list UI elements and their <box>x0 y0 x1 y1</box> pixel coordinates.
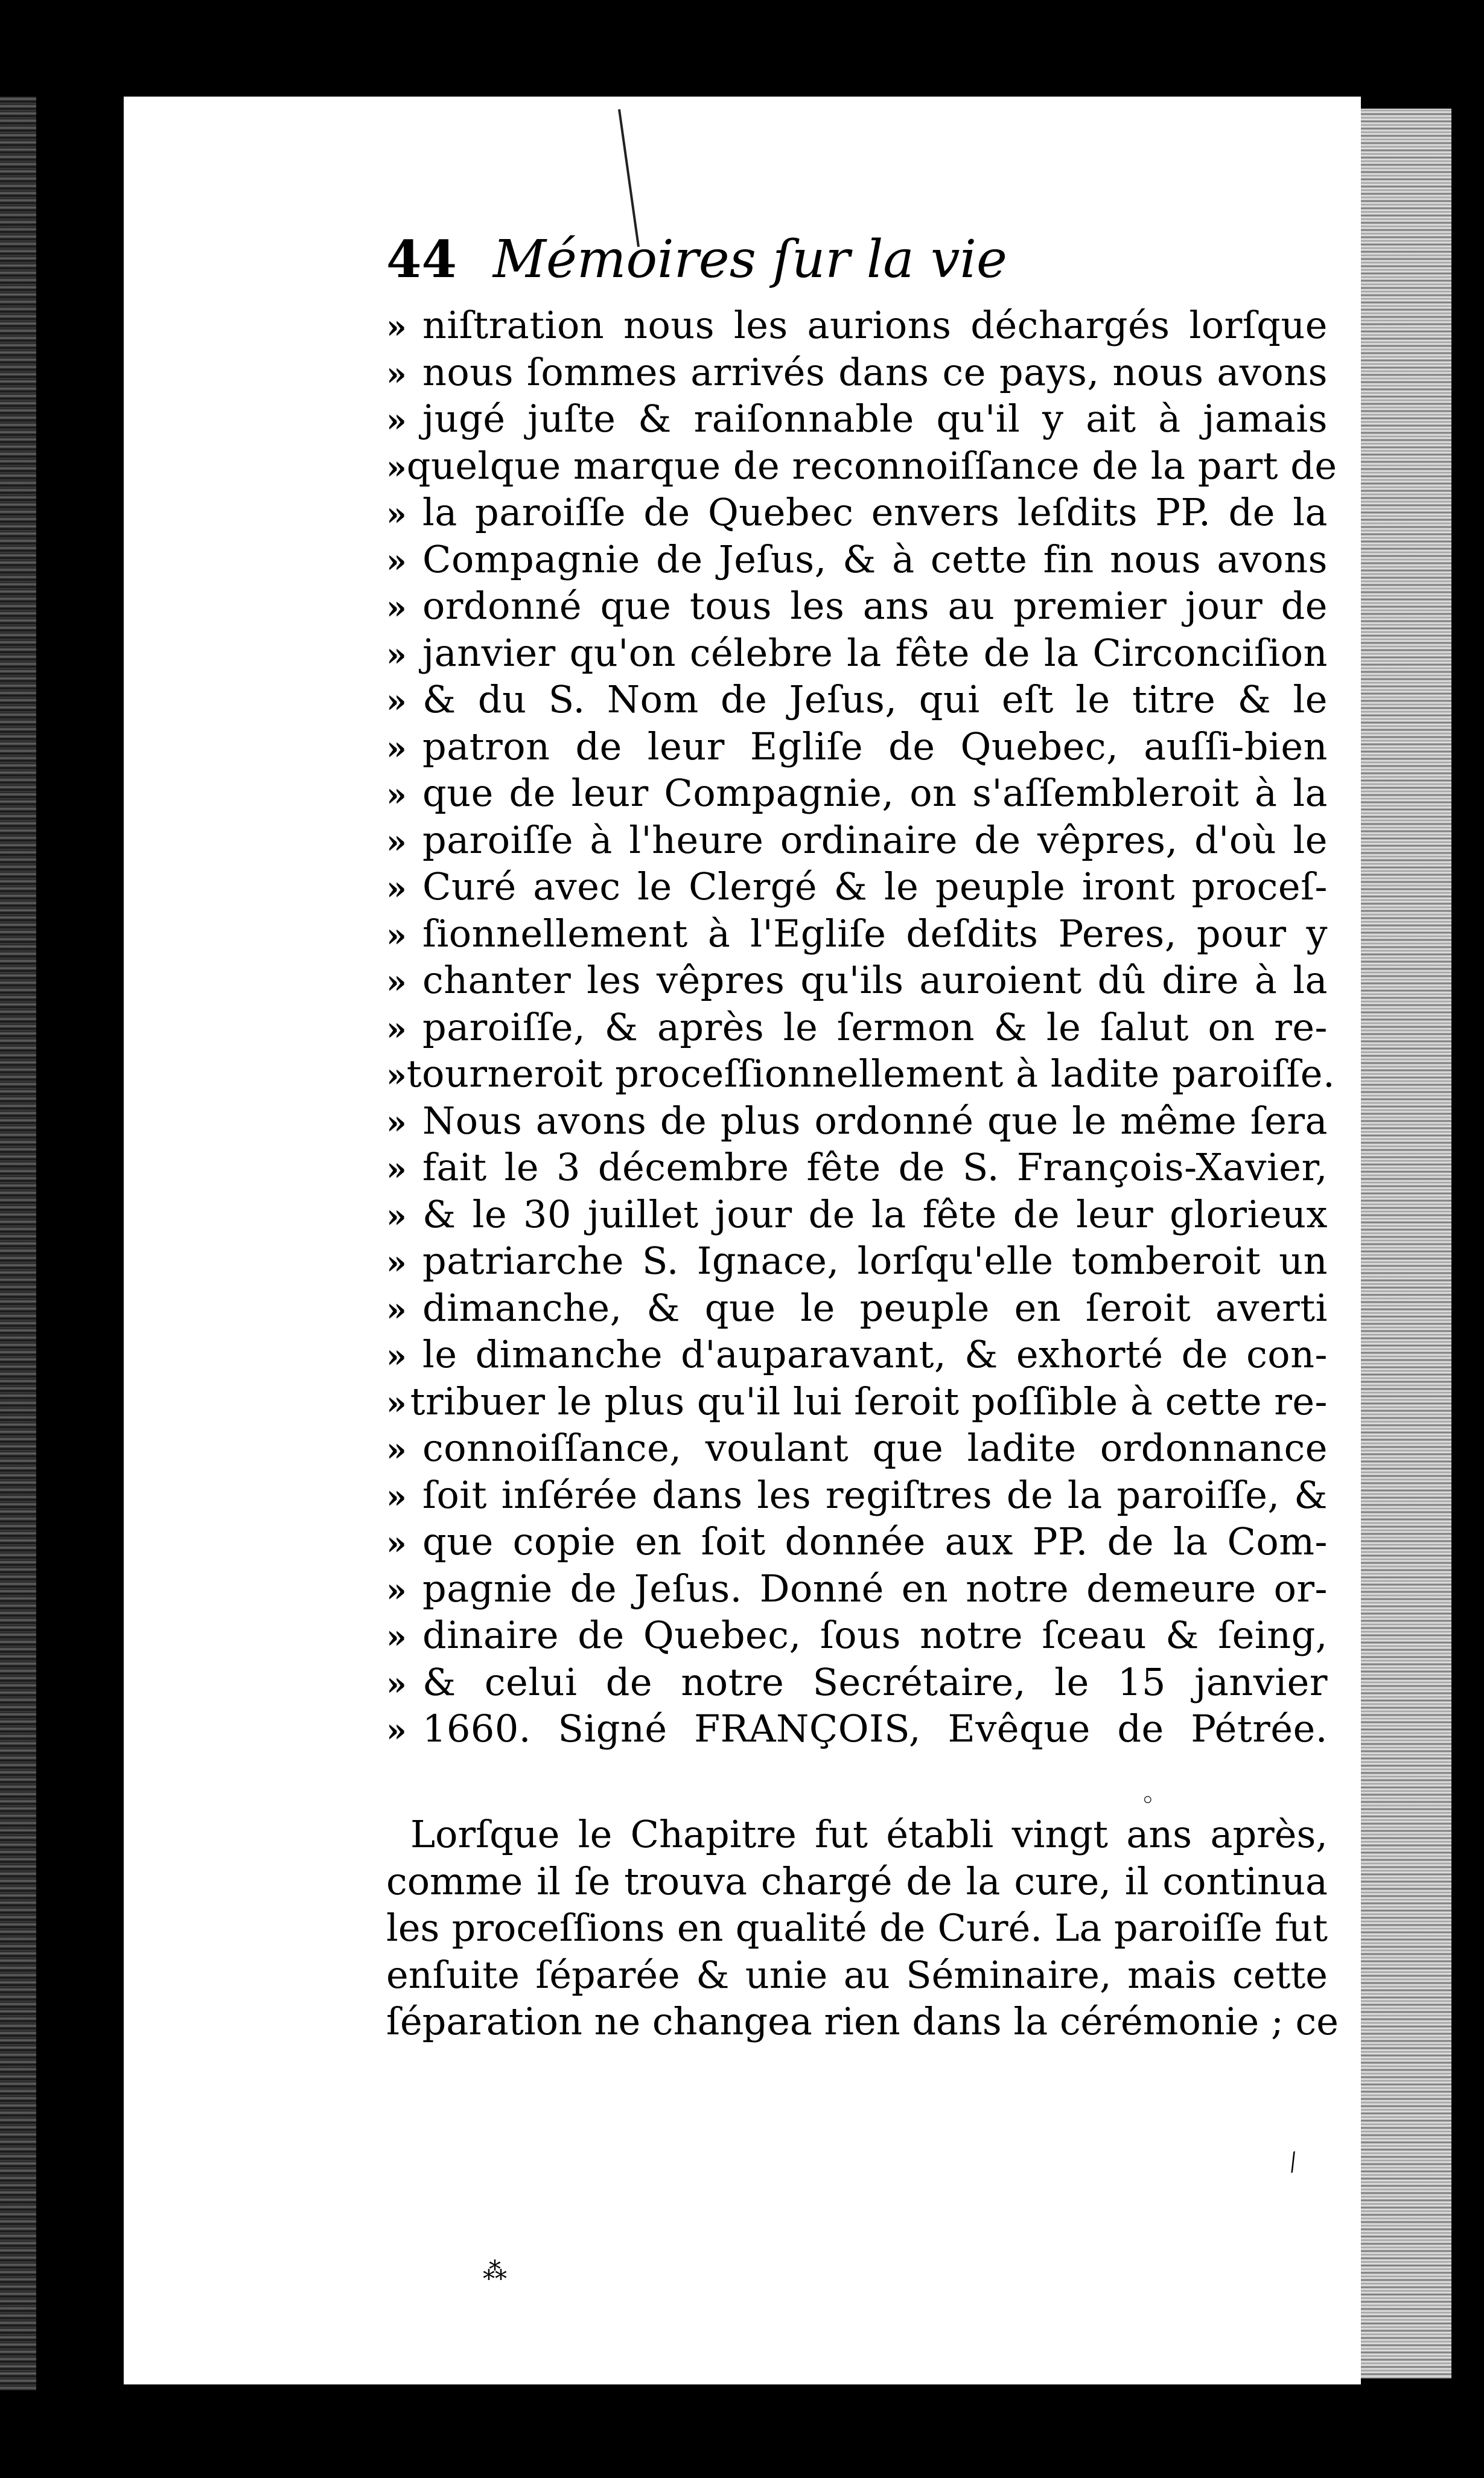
quotation-mark: » <box>386 1149 407 1188</box>
quote-line-text: patriarche S. Ignace, lorſqu'elle tomberoit un <box>422 1239 1328 1283</box>
quotation-mark: » <box>386 541 407 580</box>
quote-line-text: Curé avec le Clergé & le peuple iront proceſ- <box>422 864 1328 908</box>
quote-line <box>386 1472 1328 1519</box>
quote-line-text: paroiſſe, & après le ſermon & le ſalut on re- <box>422 1004 1328 1049</box>
ink-speck: ⁂ <box>483 2258 507 2285</box>
quote-line-text: & le 30 juillet jour de la fête de leur glorieux <box>422 1192 1328 1236</box>
quote-line-text: paroiſſe à l'heure ordinaire de vêpres, d'où le <box>422 817 1328 862</box>
quote-line-text: dimanche, & que le peuple en ſeroit averti <box>422 1285 1328 1330</box>
quotation-mark: » <box>386 588 407 627</box>
left-binding-edge <box>0 97 36 2390</box>
quote-line <box>386 770 1328 817</box>
quote-line <box>386 910 1328 957</box>
quotation-mark: » <box>386 1056 407 1094</box>
quote-line-text: chanter les vêpres qu'ils auroient dû dire à la <box>422 958 1328 1002</box>
quote-line-text: & celui de notre Secrétaire, le 15 janvier <box>422 1659 1328 1704</box>
quotation-mark: » <box>386 494 407 533</box>
quote-line <box>386 1331 1328 1378</box>
quotation-mark: » <box>386 869 407 907</box>
quote-line <box>386 817 1328 864</box>
quotation-mark: » <box>386 401 407 439</box>
quote-line <box>386 1004 1328 1051</box>
quote-line-text: ordonné que tous les ans au premier jour de <box>422 584 1328 628</box>
quote-line-text: tribuer le plus qu'il lui ſeroit poſſible à cette re- <box>410 1379 1328 1423</box>
quote-line-text: dinaire de Quebec, ſous notre ſceau & ſeing, <box>422 1613 1328 1657</box>
quote-line <box>386 1144 1328 1191</box>
ink-stroke: ⁄ <box>1285 2149 1302 2177</box>
quotation-mark: » <box>386 1711 407 1749</box>
quote-line <box>386 1097 1328 1145</box>
paragraph-line: Lorſque le Chapitre fut établi vingt ans après, <box>410 1812 1328 1856</box>
quote-line <box>386 349 1328 396</box>
quote-line <box>386 1565 1328 1612</box>
quote-line-text: la paroiſſe de Quebec envers leſdits PP. de la <box>422 490 1328 534</box>
quote-line <box>386 1050 1336 1097</box>
quote-line <box>386 302 1328 349</box>
running-title: Mémoires ſur la vie <box>492 229 1007 290</box>
quote-line-text: que de leur Compagnie, on s'aſſembleroit à la <box>422 771 1328 815</box>
quotation-mark: » <box>386 962 407 1001</box>
quote-line <box>386 630 1328 677</box>
quotation-mark: » <box>386 447 407 487</box>
quote-line-text: & du S. Nom de Jeſus, qui eſt le titre & le <box>422 677 1328 721</box>
quotation-mark: » <box>386 1243 407 1282</box>
quotation-mark: » <box>386 1524 407 1562</box>
quote-line <box>386 489 1328 536</box>
quote-line <box>386 442 1337 490</box>
quote-line <box>386 1518 1328 1565</box>
quotation-mark: » <box>386 1336 407 1375</box>
paragraph-line: enſuite ſéparée & unie au Séminaire, mais cette <box>386 1952 1328 1997</box>
quote-line <box>386 1191 1328 1238</box>
quote-line <box>386 1425 1328 1472</box>
ink-speck: ◦ <box>1141 1787 1155 1815</box>
quotation-mark: » <box>386 822 407 861</box>
quote-line-text: le dimanche d'auparavant, & exhorté de con- <box>422 1332 1328 1376</box>
quotation-mark: » <box>386 634 407 674</box>
quote-line-text: quelque marque de reconnoiſſance de la part de <box>406 443 1337 488</box>
quotation-mark: » <box>386 915 407 954</box>
quote-line <box>386 536 1328 583</box>
quote-line <box>386 957 1328 1004</box>
quote-line <box>386 583 1328 630</box>
quote-line-text: janvier qu'on célebre la fête de la Circonciſion <box>422 630 1328 675</box>
quotation-mark: » <box>386 1664 407 1703</box>
quotation-mark: » <box>386 1289 407 1329</box>
quote-line-text: fait le 3 décembre fête de S. François-Xavier, <box>422 1145 1328 1189</box>
quote-line-text: tourneroit proceſſionnellement à ladite paroiſſe. <box>406 1052 1336 1096</box>
quote-line-text: nous ſommes arrivés dans ce pays, nous avons <box>422 350 1328 394</box>
quotation-mark: » <box>386 307 407 346</box>
quotation-mark: » <box>386 1383 407 1422</box>
quotation-mark: » <box>386 1617 407 1656</box>
body-paragraph <box>386 1811 1339 2045</box>
quote-line <box>386 863 1328 910</box>
quote-line-text: ſoit inſérée dans les regiſtres de la paroiſſe, & <box>422 1472 1328 1517</box>
page-number: 44 <box>386 229 457 289</box>
quote-line-text: que copie en ſoit donnée aux PP. de la Com- <box>422 1519 1328 1563</box>
quote-line-text: 1660. Signé FRANÇOIS, Evêque de Pétrée. <box>422 1707 1328 1751</box>
quote-line <box>386 1378 1328 1425</box>
quote-line <box>386 1285 1328 1332</box>
quotation-mark: » <box>386 1102 407 1142</box>
quotation-mark: » <box>386 1430 407 1469</box>
quote-line-text: ſionnellement à l'Egliſe deſdits Peres, pour y <box>422 911 1328 956</box>
quote-line-text: Compagnie de Jeſus, & à cette fin nous avons <box>422 537 1328 581</box>
quotation-mark: » <box>386 354 407 393</box>
quote-line <box>386 1659 1328 1706</box>
quotation-mark: » <box>386 1477 407 1516</box>
quotation-mark: » <box>386 1196 407 1235</box>
quotation-mark: » <box>386 1570 407 1609</box>
quotation-mark: » <box>386 775 407 814</box>
quote-line <box>386 676 1328 723</box>
quotation-mark: » <box>386 728 407 767</box>
page-stack-edge <box>1361 109 1451 2378</box>
paragraph-line: les proceſſions en qualité de Curé. La paroiſſe fut <box>386 1906 1328 1950</box>
quote-line <box>386 395 1328 442</box>
quote-line-text: patron de leur Egliſe de Quebec, auſſi-bien <box>422 724 1328 768</box>
quote-line-text: Nous avons de plus ordonné que le même ſera <box>422 1098 1328 1143</box>
quote-line <box>386 1705 1328 1752</box>
quotation-mark: » <box>386 682 407 720</box>
quoted-ordinance <box>386 302 1337 1752</box>
running-head <box>386 229 1007 296</box>
quote-line-text: connoiſſance, voulant que ladite ordonnance <box>422 1426 1328 1470</box>
quote-line <box>386 1612 1328 1659</box>
quote-line-text: pagnie de Jeſus. Donné en notre demeure or- <box>422 1566 1328 1611</box>
right-dark-margin <box>1451 109 1484 2378</box>
quote-line <box>386 1237 1328 1285</box>
quote-line-text: jugé juſte & raiſonnable qu'il y ait à jamais <box>422 397 1328 441</box>
quotation-mark: » <box>386 1009 407 1048</box>
quote-line <box>386 723 1328 770</box>
quote-line-text: niſtration nous les aurions déchargés lorſque <box>422 303 1328 347</box>
paragraph-line: ſéparation ne changea rien dans la cérémonie ; ce <box>386 1999 1339 2043</box>
paragraph-line: comme il ſe trouva chargé de la cure, il continua <box>386 1859 1328 1903</box>
